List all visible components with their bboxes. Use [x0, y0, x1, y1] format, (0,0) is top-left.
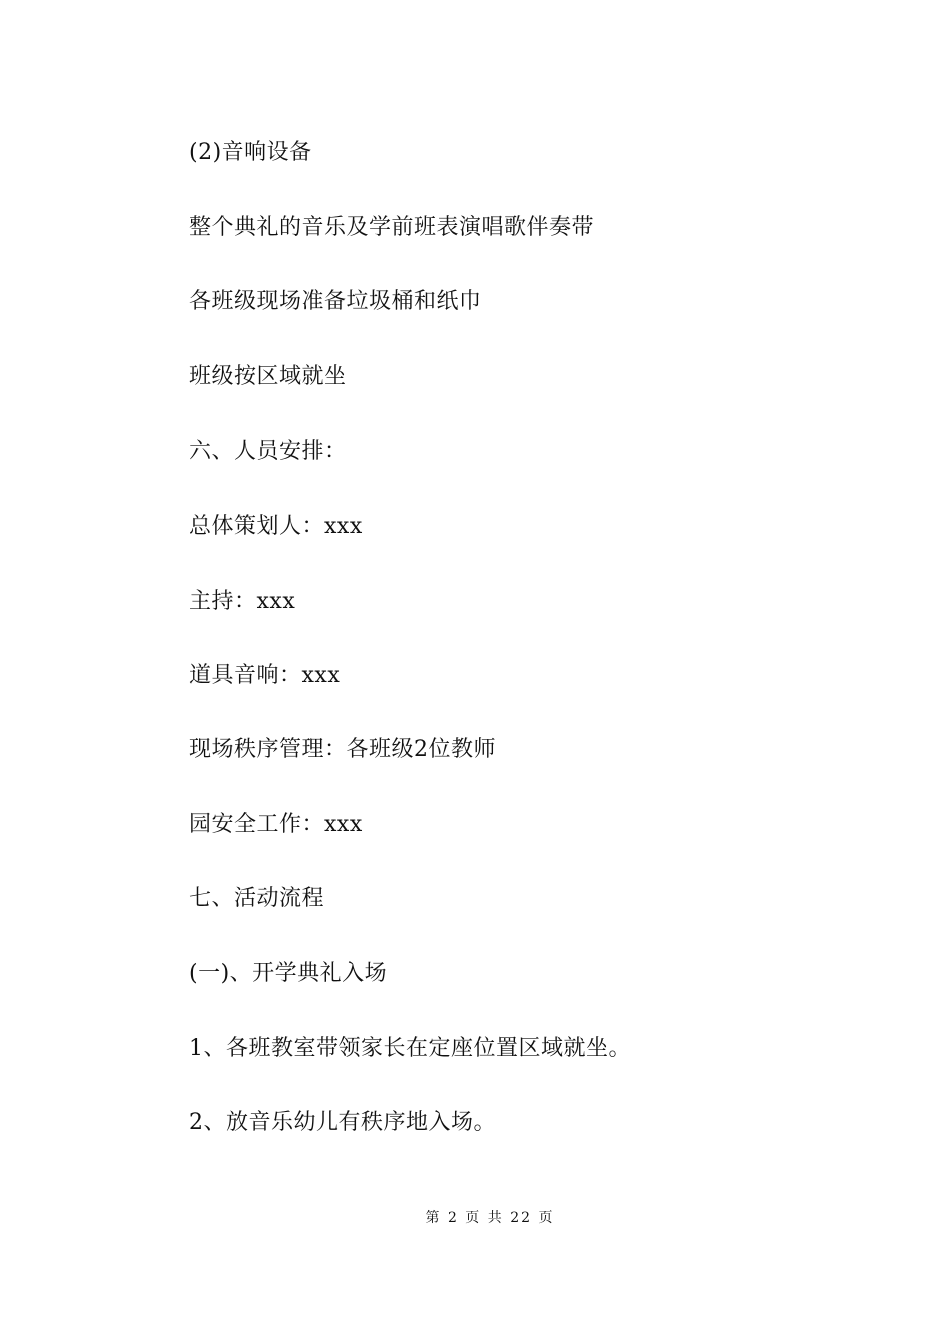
text-line-trash-bins: 各班级现场准备垃圾桶和纸巾	[189, 289, 482, 314]
section-heading-staff-arrangement: 六、人员安排：	[189, 439, 347, 464]
section-heading-activity-flow: 七、活动流程	[189, 886, 325, 911]
list-item-step-2: 2、放音乐幼儿有秩序地入场。	[189, 1110, 496, 1135]
page-number-footer: 第 2 页 共 22 页	[425, 1210, 555, 1226]
section-heading-audio-equipment: (2)音响设备	[189, 140, 312, 165]
text-line-host: 主持：xxx	[189, 589, 296, 614]
text-line-planner: 总体策划人：xxx	[189, 514, 363, 539]
text-line-order-management: 现场秩序管理：各班级2位教师	[189, 737, 496, 762]
text-line-safety: 园安全工作：xxx	[189, 812, 363, 837]
subsection-heading-entrance: (一)、开学典礼入场	[189, 961, 388, 986]
text-line-music-accompaniment: 整个典礼的音乐及学前班表演唱歌伴奏带	[189, 215, 595, 240]
text-line-props-audio: 道具音响：xxx	[189, 663, 341, 688]
text-line-seating-by-area: 班级按区域就坐	[189, 364, 347, 389]
list-item-step-1: 1、各班教室带领家长在定座位置区域就坐。	[189, 1036, 631, 1061]
